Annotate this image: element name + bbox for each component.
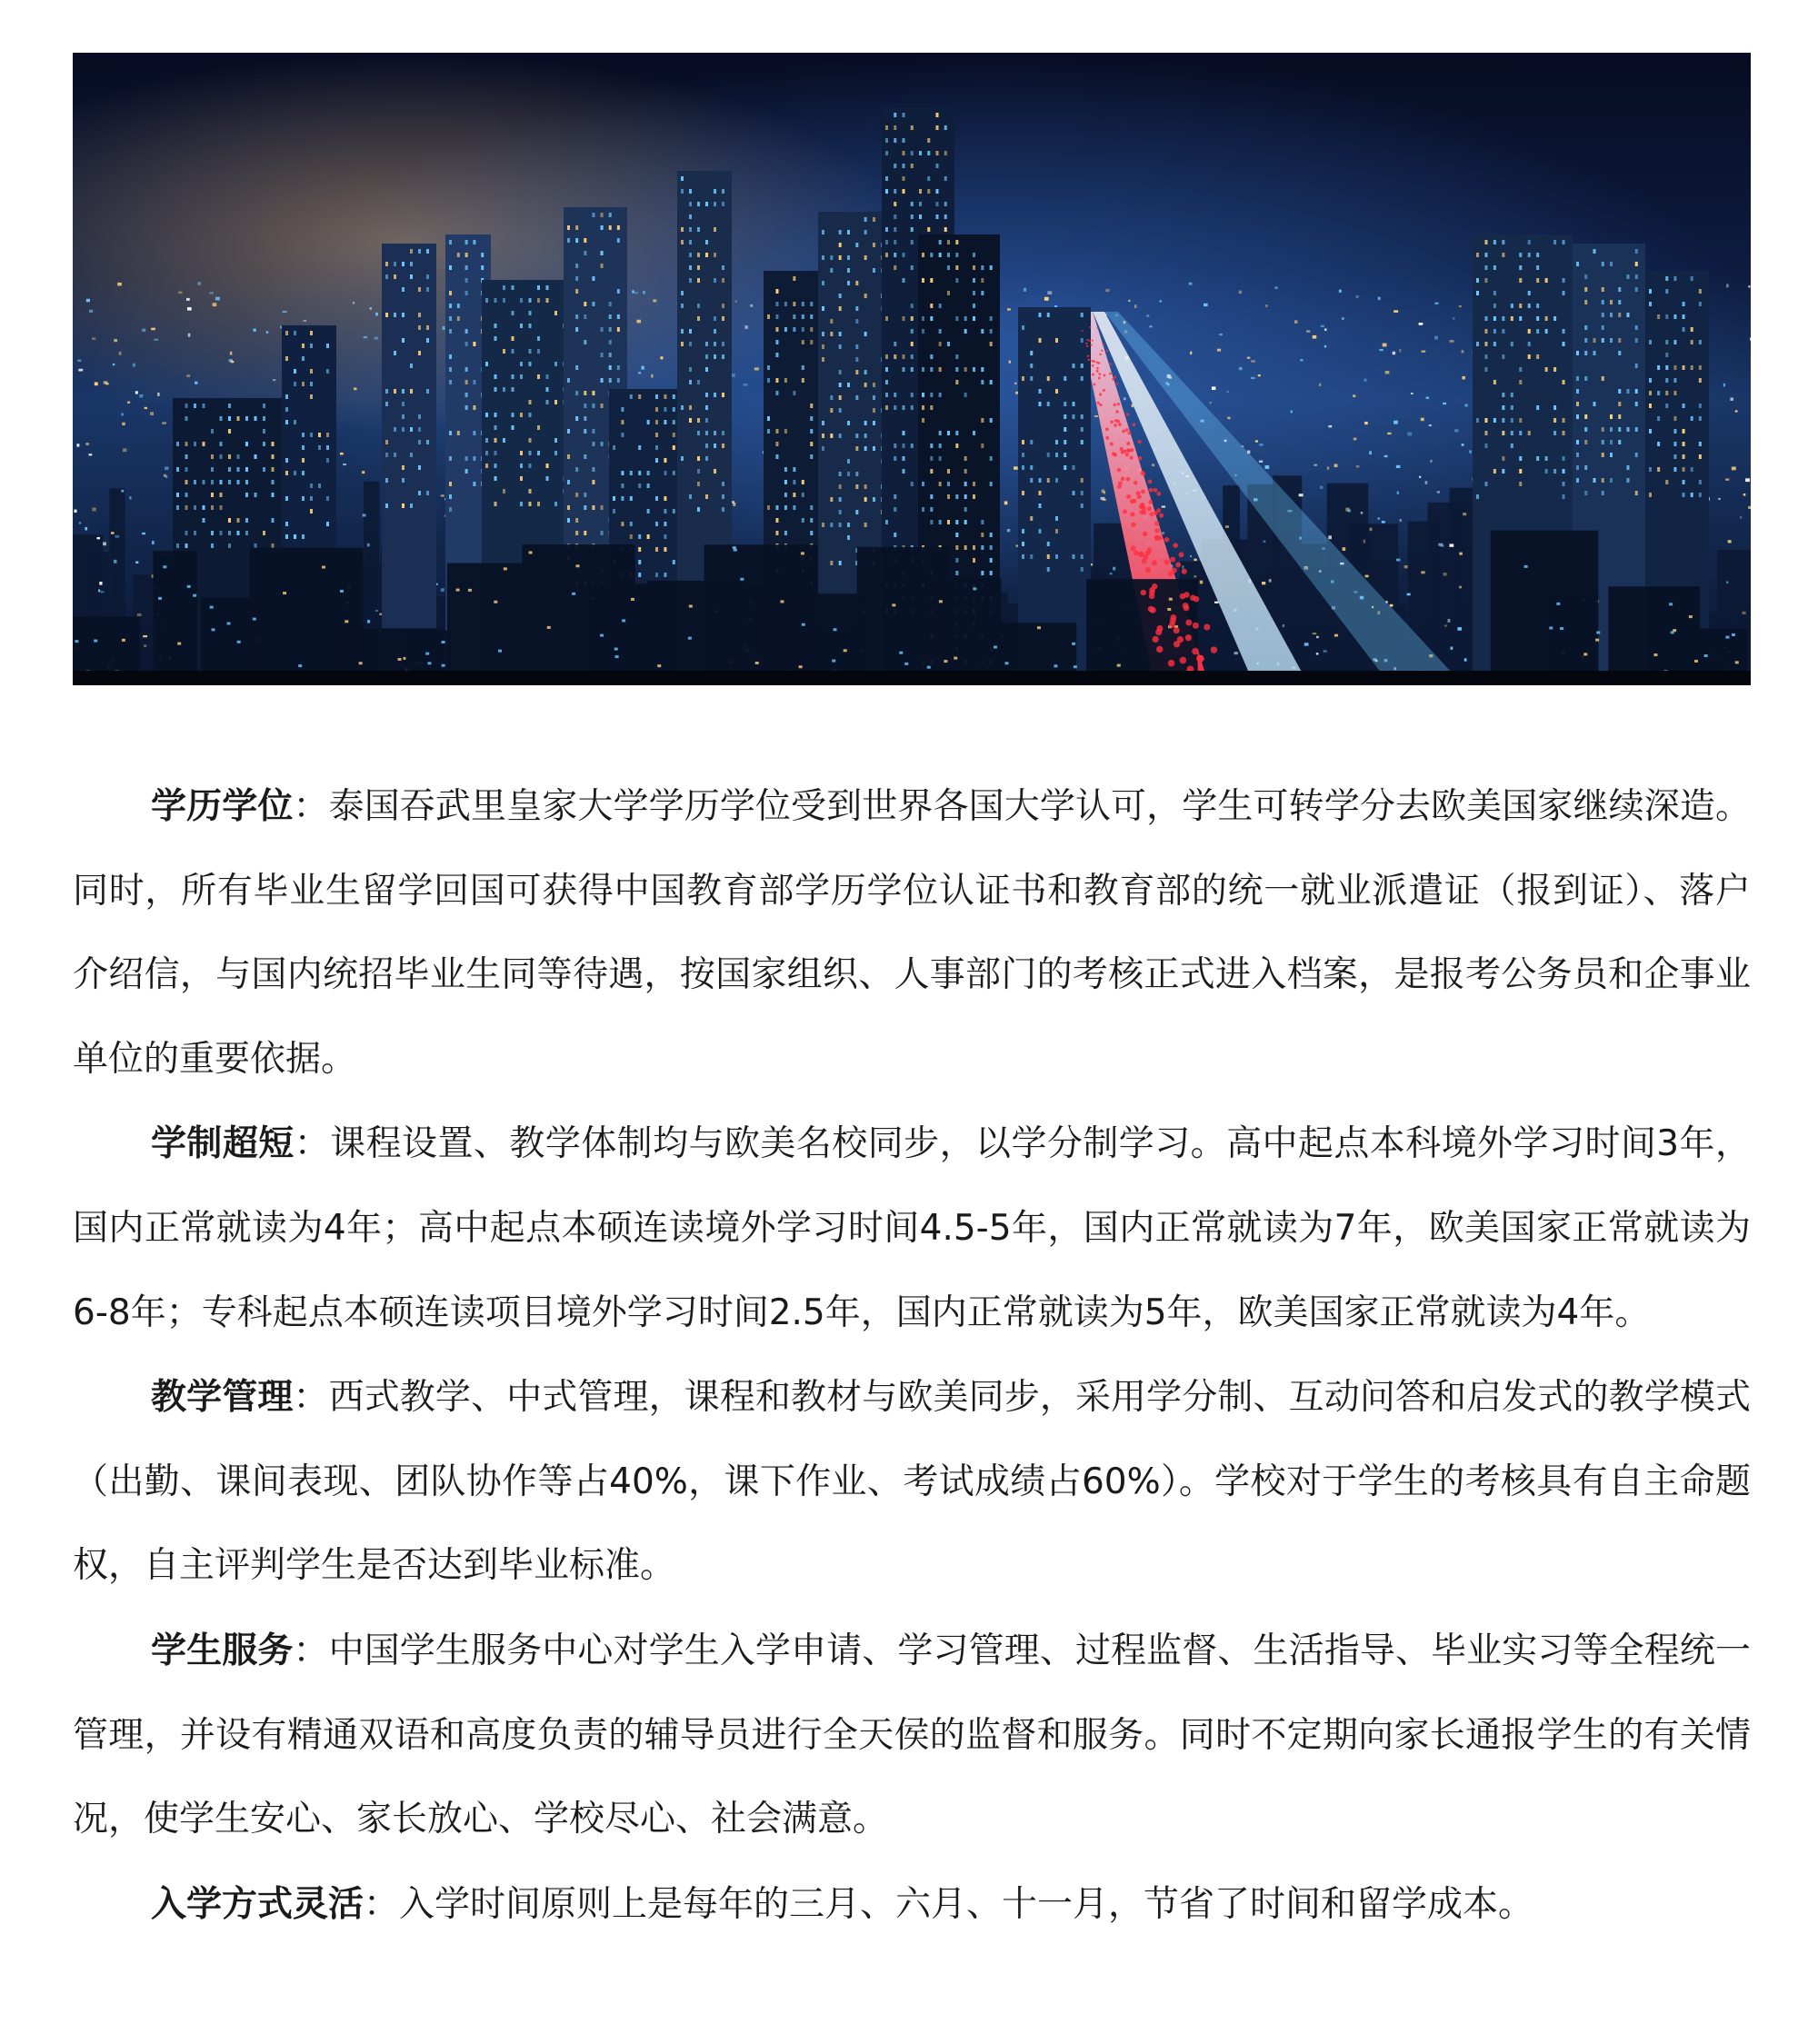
- paragraph-admission: [73, 1863, 1751, 1948]
- paragraph-text: 中国学生服务中心对学生入学申请、学习管理、过程监督、生活指导、毕业实习等全程统一管理，并设有精通双语和高度负责的辅导员进行全天侯的监督和服务。同时不定期向家长通报学生的有关情况，使学生安心、家长放心、学校尽心、社会满意。: [73, 1630, 1751, 1840]
- night-skyline-illustration: [73, 53, 1751, 685]
- term-label: 教学管理: [151, 1377, 294, 1419]
- article-body: [73, 765, 1751, 1948]
- term-label: 入学方式灵活: [151, 1883, 365, 1925]
- paragraph-text: 泰国吞武里皇家大学学历学位受到世界各国大学认可，学生可转学分去欧美国家继续深造。同时，所有毕业生留学回国可获得中国教育部学历学位认证书和教育部的统一就业派遣证（报到证）、落户介绍信，与国内统招毕业生同等待遇，按国家组织、人事部门的考核正式进入档案，是报考公务员和企事业单位的重要依据。: [73, 786, 1751, 1080]
- colon: ：: [364, 1883, 400, 1925]
- paragraph-degree: [73, 765, 1751, 1102]
- paragraph-text: 西式教学、中式管理，课程和教材与欧美同步，采用学分制、互动问答和启发式的教学模式（出勤、课间表现、团队协作等占40%，课下作业、考试成绩占60%）。学校对于学生的考核具有自主命题权，自主评判学生是否达到毕业标准。: [73, 1377, 1751, 1587]
- colon: ：: [293, 1377, 329, 1419]
- hero-cityscape-image: [73, 53, 1751, 685]
- colon: ：: [294, 1123, 331, 1165]
- paragraph-text: 课程设置、教学体制均与欧美名校同步，以学分制学习。高中起点本科境外学习时间3年，国内正常就读为4年；高中起点本硕连读境外学习时间4.5-5年，国内正常就读为7年，欧美国家正常就读为6-8年；专科起点本硕连读项目境外学习时间2.5年，国内正常就读为5年，欧美国家正常就读为4年。: [73, 1123, 1751, 1333]
- term-label: 学制超短: [151, 1123, 295, 1165]
- colon: ：: [293, 1630, 329, 1671]
- paragraph-teaching: [73, 1356, 1751, 1609]
- paragraph-text: 入学时间原则上是每年的三月、六月、十一月，节省了时间和留学成本。: [399, 1883, 1534, 1925]
- term-label: 学生服务: [151, 1630, 294, 1671]
- paragraph-duration: [73, 1102, 1751, 1355]
- term-label: 学历学位: [151, 786, 294, 827]
- colon: ：: [293, 786, 329, 827]
- paragraph-service: [73, 1610, 1751, 1862]
